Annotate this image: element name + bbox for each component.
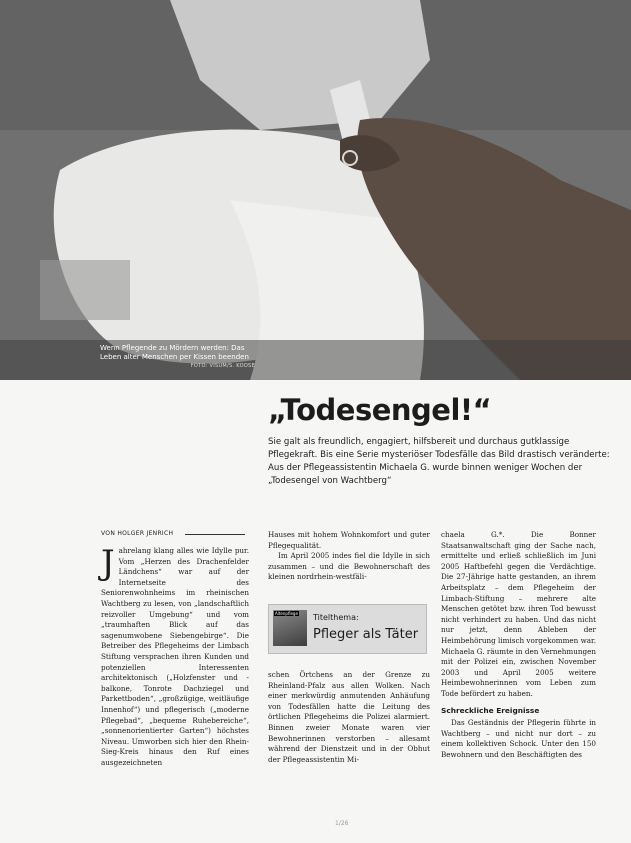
column-3-paragraph-2: Das Geständnis der Pflegerin führte in Wachtberg – und nicht nur dort – zu einem kollektiven Schock. Unter den 150 Bewohnern und den Beschäftigten des — [441, 718, 596, 759]
headline: „Todesengel!“ — [268, 393, 492, 427]
promo-kicker: Titelthema: — [313, 613, 359, 622]
photo-credit: FOTO: VISUM/S. KOOSE — [190, 363, 255, 369]
promo-thumbnail — [273, 610, 307, 646]
column-3 — [441, 530, 596, 760]
column-3-paragraph-1: chaela G.*. Die Bonner Staatsanwaltschaft ging der Sache nach, ermittelte und erließ schließlich im Juni 2005 Haftbefehl gegen die Verdächtige. Die 27-Jährige hatte gestanden, an ihrem Arbeitsplatz – dem Pflegeheim der Limbach-Stiftung – mehrere alte Menschen getötet bzw. ihren Tod bewusst nicht verhindert zu haben. Und das nicht nur jetzt, denn Ableben der Heimbehörung limisch vorgekommen war. Michaela G. räumte in den Vernehmungen mit der Polizei ein, zwischen November 2003 und April 2005 weitere Heimbewohnerinnen vom Leben zum Tode befördert zu haben. — [441, 530, 596, 698]
column-1 — [101, 543, 249, 768]
lede: Sie galt als freundlich, engagiert, hilfsbereit und durchaus gutklassige Pflegekraft. Bis eine Serie mysteriöser Todesfälle das Bild drastisch veränderte: Aus der Pflegeassistentin Michaela G. wurde binnen weniger Wochen der „Todesengel von Wachtberg“ — [268, 437, 610, 486]
column-2-paragraph-2: Im April 2005 indes fiel die Idylle in sich zusammen – und die Bewohnerschaft des kleinen nordrhein-westfäli- — [268, 551, 430, 582]
column-2-paragraph-3: schen Örtchens an der Grenze zu Rheinland-Pfalz aus allen Wolken. Nach einer merkwürdig anmutenden Anhäufung von Todesfällen hatte die Leitung des örtlichen Pflegeheims die Polizei alarmiert. Binnen zweier Monate waren vier Bewohnerinnen verstorben – allesamt während der Dienstzeit und in der Obhut der Pflegeassistentin Mi- — [268, 670, 430, 764]
promo-thumbnail-label: Altenpflege — [275, 611, 298, 616]
pillow-illustration — [0, 0, 631, 380]
subheading: Schreckliche Ereignisse — [441, 705, 540, 715]
caption-text: Wenn Pflegende zu Mördern werden: Das Leben alter Menschen per Kissen beenden — [100, 344, 249, 361]
page-number: 1/26 — [335, 820, 349, 827]
byline: VON HOLGER JENRICH — [101, 530, 174, 537]
byline-rule — [185, 534, 245, 535]
title-topic-box[interactable] — [268, 604, 427, 654]
column-2 — [268, 530, 430, 583]
drop-cap: J — [101, 543, 115, 583]
column-1-text: ahrelang klang alles wie Idylle pur. Vom „Herzen des Drachenfelder Ländchens“ war auf der Internetseite des Seniorenwohnheims im rheinischen Wachtberg zu lesen, von „landschaftlich reizvoller Umgebung“ und vom „traumhaften Blick auf das sagenumwobene Siebengebirge“. Die Betreiber des Pflegeheims der Limbach Stiftung versprachen ihren Kunden und potenziellen Interessenten architektonisch („Holzfenster und -balkone, Tonrote Dachziegel und Parkettboden“, „großzügige, weitläufige Innenhof“) und pflegerisch („moderne Pflegebad“, „bequeme Ruhebereiche“, „sonnenorientierter Garten“) höchstes Niveau. Umworben sich hier den Rhein-Sieg-Kreis hinaus den Ruf eines ausgezeichneten — [101, 546, 249, 767]
photo-caption — [100, 344, 255, 371]
hero-photo — [0, 0, 631, 380]
promo-title: Pfleger als Täter — [313, 627, 419, 642]
column-2-paragraph-1: Hauses mit hohem Wohnkomfort und guter Pflegequalität. — [268, 530, 430, 550]
column-2-continued — [268, 670, 430, 765]
